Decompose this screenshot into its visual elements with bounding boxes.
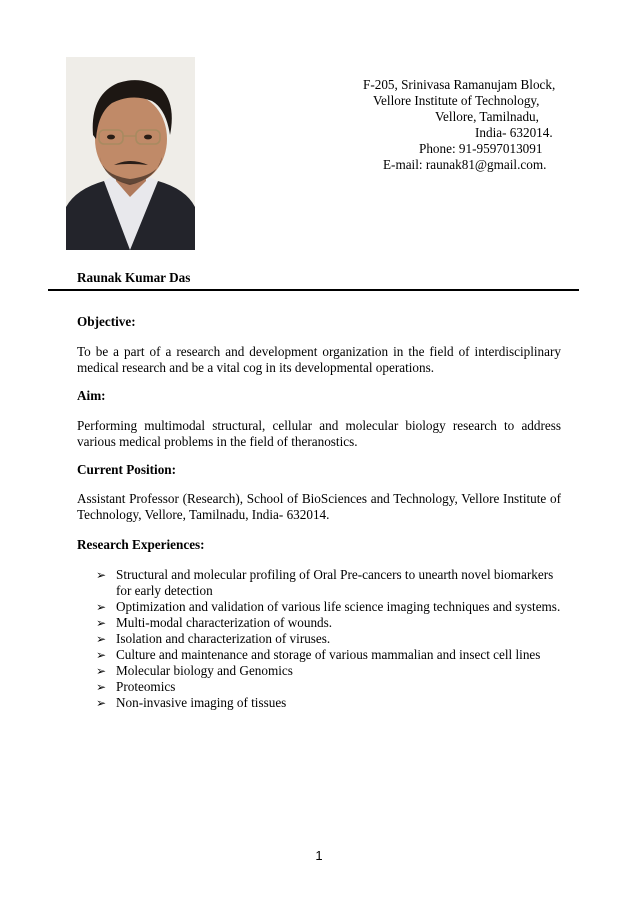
contact-address-block bbox=[330, 77, 560, 173]
list-item: ➢ Optimization and validation of various life science imaging techniques and systems. bbox=[96, 599, 561, 614]
arrow-bullet-icon: ➢ bbox=[96, 600, 107, 614]
arrow-bullet-icon: ➢ bbox=[96, 664, 107, 678]
objective-text: To be a part of a research and development organization in the field of interdisciplinary medical research and be a vital cog in its developmental operations. bbox=[77, 344, 561, 375]
arrow-bullet-icon: ➢ bbox=[96, 632, 107, 646]
arrow-bullet-icon: ➢ bbox=[96, 696, 107, 710]
address-line-4: India- 632014. bbox=[475, 125, 553, 140]
research-experiences-list bbox=[96, 567, 566, 711]
address-line-1: F-205, Srinivasa Ramanujam Block, bbox=[363, 77, 556, 92]
current-position-text: Assistant Professor (Research), School of BioSciences and Technology, Vellore Institute of Technology, Vellore, Tamilnadu, India- 632014. bbox=[77, 491, 561, 522]
arrow-bullet-icon: ➢ bbox=[96, 680, 107, 694]
portrait-image bbox=[66, 57, 195, 250]
list-item: ➢ Proteomics bbox=[96, 679, 176, 694]
email-line: E-mail: raunak81@gmail.com. bbox=[383, 157, 547, 172]
candidate-name: Raunak Kumar Das bbox=[77, 270, 191, 285]
address-line-2: Vellore Institute of Technology, bbox=[373, 93, 540, 108]
list-item: ➢ Isolation and characterization of viruses. bbox=[96, 631, 331, 646]
profile-photo bbox=[66, 57, 195, 250]
phone-line: Phone: 91-9597013091 bbox=[419, 141, 543, 156]
page-number: 1 bbox=[315, 848, 323, 863]
arrow-bullet-icon: ➢ bbox=[96, 568, 107, 582]
header-divider bbox=[48, 289, 579, 291]
list-item: ➢ Multi-modal characterization of wounds. bbox=[96, 615, 333, 630]
list-item: ➢ Non-invasive imaging of tissues bbox=[96, 695, 287, 710]
arrow-bullet-icon: ➢ bbox=[96, 616, 107, 630]
list-item: ➢ Culture and maintenance and storage of various mammalian and insect cell lines bbox=[96, 647, 541, 662]
list-item: ➢ Molecular biology and Genomics bbox=[96, 663, 293, 678]
aim-heading: Aim: bbox=[77, 388, 106, 403]
arrow-bullet-icon: ➢ bbox=[96, 648, 107, 662]
address-line-3: Vellore, Tamilnadu, bbox=[435, 109, 539, 124]
objective-heading: Objective: bbox=[77, 314, 136, 329]
current-position-heading: Current Position: bbox=[77, 462, 177, 477]
aim-text: Performing multimodal structural, cellular and molecular biology research to address various medical problems in the field of theranostics. bbox=[77, 418, 561, 449]
list-item: ➢ Structural and molecular profiling of Oral Pre-cancers to unearth novel biomarkers for early detection bbox=[96, 567, 554, 598]
research-experiences-heading: Research Experiences: bbox=[77, 537, 205, 552]
